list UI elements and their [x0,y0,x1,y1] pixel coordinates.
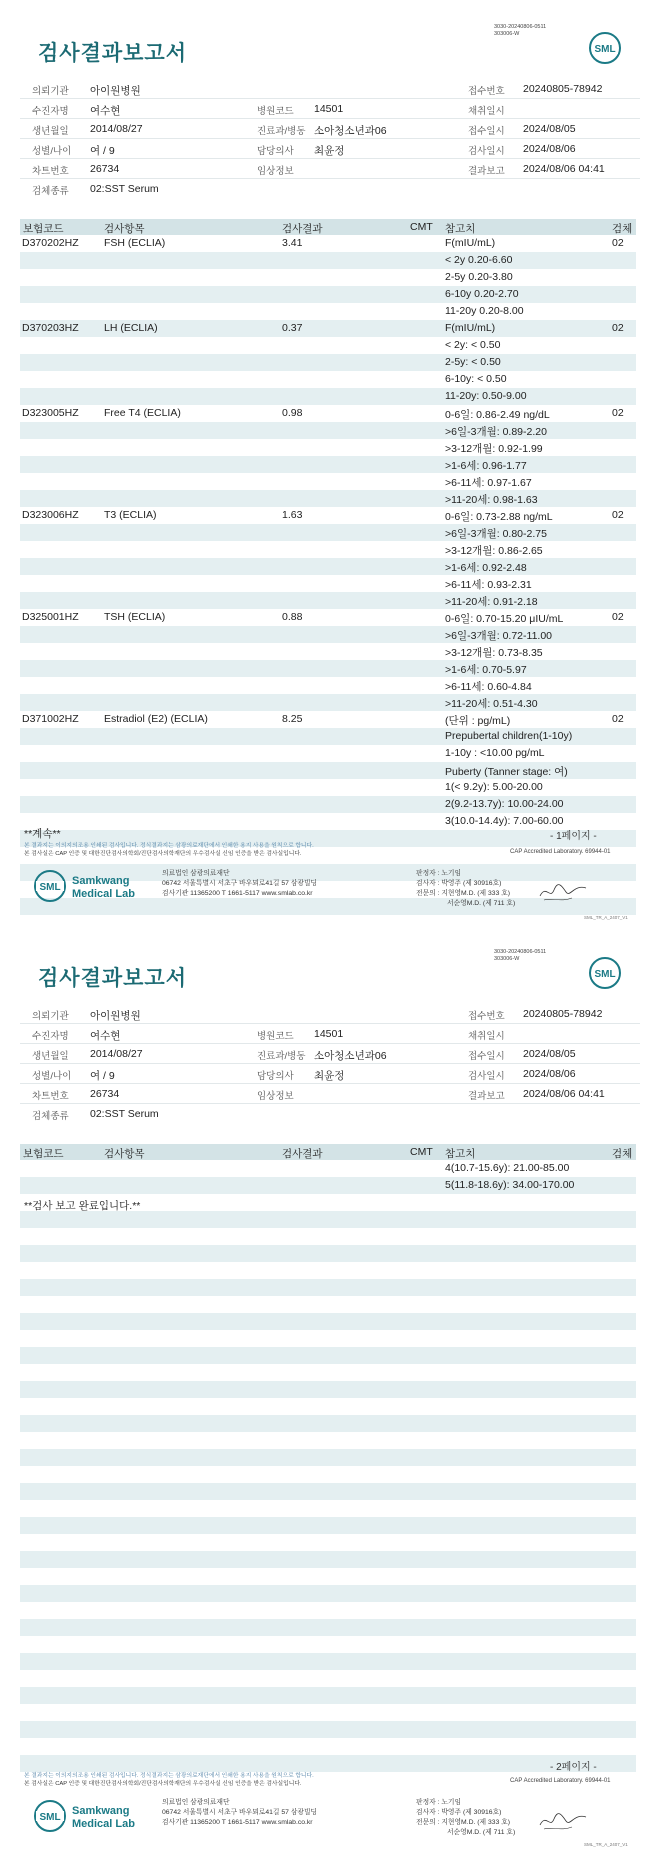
info-row-1-p2 [20,1004,640,1024]
col-cmt-p2: CMT [410,1146,433,1158]
test-result: 8.25 [282,713,303,725]
doc-line2-p2: 검사자 : 박영주 (제 30916호) [416,1809,502,1816]
col-code-p2: 보험코드 [23,1148,64,1160]
svg-text:Medical Lab: Medical Lab [72,888,135,900]
test-name: FSH (ECLIA) [104,237,166,249]
ref-line: >1-6세: 0.96-1.77 [445,460,527,472]
cap-accreditation: CAP Accredited Laboratory. 69944-01 [510,849,611,855]
clinical-label-p2: 임상정보 [257,1091,294,1102]
footer-notice-1-p2: 본 결과지는 이의지의조용 인쇄된 검사입니다. 정식결과지는 삼광의료재단에서 인쇄한 용지 사용을 원칙으로 합니다. [24,1773,314,1779]
test-name: Estradiol (E2) (ECLIA) [104,713,208,725]
ref-line: F(mIU/mL) [445,237,496,249]
test-date-value: 2024/08/06 [523,143,576,155]
ref-line: >11-20세: 0.98-1.63 [445,494,538,506]
ref-line: >11-20세: 0.91-2.18 [445,596,538,608]
info-row-3-p2 [20,1044,640,1064]
sml-logo-p2 [588,956,622,990]
doctor-label-p2: 담당의사 [257,1071,294,1082]
institution-value-p2: 아이원병원 [90,1010,141,1022]
ref-line: 11-20y: 0.50-9.00 [445,390,527,402]
ref-line: >3-12개월: 0.73-8.35 [445,647,543,659]
receipt-date-value-p2: 2024/08/05 [523,1048,576,1060]
test-date-value-p2: 2024/08/06 [523,1068,576,1080]
ref-line: < 2y: < 0.50 [445,339,501,351]
results-table-header [20,219,636,235]
report-date-value: 2024/08/06 04:41 [523,163,605,175]
footer-notice-2-p2: 본 검사실은 CAP 인증 및 대한진단검사의학회/진단검사의학재단의 우수검사실 신임 인증을 받은 검사실입니다. [24,1781,302,1787]
ref-line: Puberty (Tanner stage: 여) [445,766,568,778]
chart-value: 26734 [90,163,120,175]
ref-line: >1-6세: 0.92-2.48 [445,562,527,574]
ref-line: 6-10y 0.20-2.70 [445,288,519,300]
ref-line: 1-10y : <10.00 pg/mL [445,747,545,759]
ref-line: 0-6일: 0.86-2.49 ng/dL [445,409,550,421]
dob-value: 2014/08/27 [90,123,143,135]
ref-line: 1(< 9.2y): 5.00-20.00 [445,781,543,793]
dob-label-p2: 생년월일 [32,1051,69,1062]
chart-value-p2: 26734 [90,1088,120,1100]
ref-line: >1-6세: 0.70-5.97 [445,664,527,676]
doc-line3-p2: 전문의 : 지현영M.D. (제 333 호) [416,1819,511,1826]
doctor-value-p2: 최윤정 [314,1070,345,1082]
footer-address-p2 [162,1798,317,1828]
test-result: 1.63 [282,509,303,521]
test-specimen: 02 [612,611,624,623]
institution-label: 의뢰기관 [32,86,69,97]
receipt-date-label-p2: 접수일시 [468,1051,505,1062]
doc-line4-p2: 서순영M.D. (제 711 호) [447,1829,516,1836]
signature-image [538,878,588,904]
cap-accreditation-p2: CAP Accredited Laboratory. 69944-01 [510,1778,611,1784]
test-specimen: 02 [612,509,624,521]
report-date-label-p2: 결과보고 [468,1091,505,1102]
form-version: SML_TR_A_2407_V1 [584,915,628,920]
ref-line: >11-20세: 0.51-4.30 [445,698,538,710]
test-date-label-p2: 검사일시 [468,1071,505,1082]
doctor-value: 최윤정 [314,145,345,157]
report-title: 검사결과보고서 [38,42,188,65]
institution-value: 아이원병원 [90,85,141,97]
ref-line: 11-20y 0.20-8.00 [445,305,524,317]
test-specimen: 02 [612,237,624,249]
ref-line: 2-5y 0.20-3.80 [445,271,513,283]
ref-line: 0-6일: 0.73-2.88 ng/mL [445,511,553,523]
ref-line: >6-11세: 0.93-2.31 [445,579,532,591]
test-code: D371002HZ [22,713,79,725]
doc-code-line2: 303006-W [494,31,520,37]
test-result: 0.98 [282,407,303,419]
ref-line: 6-10y: < 0.50 [445,373,507,385]
svg-text:Samkwang: Samkwang [72,1805,130,1817]
test-result: 3.41 [282,237,303,249]
page-number-1: - 1페이지 - [550,831,597,842]
specimen-label: 검체종류 [32,186,69,197]
dept-label: 진료과/병동 [257,126,306,137]
info-row-2 [20,99,640,119]
footer-address [162,869,317,899]
addr-line2-p2: 06742 서울특별시 서초구 바우뫼로41길 57 삼광빌딩 [162,1809,318,1816]
doc-line3: 전문의 : 지현영M.D. (제 333 호) [416,890,511,897]
test-code: D323005HZ [22,407,79,419]
addr-line1: 의료법인 삼광의료재단 [162,870,230,877]
addr-line3-p2: 검사기관 11365200 T 1661-5117 www.smlab.co.kr [162,1819,313,1826]
patient-value-p2: 여수현 [90,1030,121,1042]
test-name: LH (ECLIA) [104,322,158,334]
table-stripes-p2 [20,1177,636,1789]
receipt-date-value: 2024/08/05 [523,123,576,135]
institution-label-p2: 의뢰기관 [32,1011,69,1022]
test-specimen: 02 [612,322,624,334]
col-result-p2: 검사결과 [282,1148,323,1160]
ref-line: >6-11세: 0.60-4.84 [445,681,532,693]
ref-line: >3-12개월: 0.92-1.99 [445,443,543,455]
ref-line: Prepubertal children(1-10y) [445,730,573,742]
doc-code-line1-p2: 3030-20240806-0511 [494,949,547,955]
continued-text: **계속** [24,828,61,840]
ref-line: >3-12개월: 0.86-2.65 [445,545,543,557]
doc-code-p2 [494,949,546,963]
dept-value-p2: 소아청소년과06 [314,1050,387,1062]
footer-doctors [416,869,515,909]
ref-line: >6일-3개월: 0.80-2.75 [445,528,547,540]
col-item-p2: 검사항목 [104,1148,145,1160]
report-title-p2: 검사결과보고서 [38,967,188,990]
ref-line: >6일-3개월: 0.72-11.00 [445,630,552,642]
test-specimen: 02 [612,407,624,419]
info-row-3 [20,119,640,139]
test-specimen: 02 [612,713,624,725]
ref-line: 5(11.8-18.6y): 34.00-170.00 [445,1179,575,1191]
col-specimen: 검체 [612,223,633,235]
results-table-header-p2 [20,1144,636,1160]
info-row-4-p2 [20,1064,640,1084]
dept-value: 소아청소년과06 [314,125,387,137]
test-code: D370202HZ [22,237,79,249]
test-date-label: 검사일시 [468,146,505,157]
svg-text:SML: SML [39,882,61,893]
page-number-2: - 2페이지 - [550,1762,597,1773]
footer-doctors-p2 [416,1798,515,1838]
info-row-5-p2 [20,1084,640,1104]
col-code: 보험코드 [23,223,64,235]
report-date-label: 결과보고 [468,166,505,177]
doc-line1: 판정자 : 노기임 [416,870,462,877]
info-row-5 [20,159,640,179]
chart-label: 차트번호 [32,166,69,177]
receipt-no-label-p2: 접수번호 [468,1011,505,1022]
col-item: 검사항목 [104,223,145,235]
doc-code [494,24,546,38]
col-result: 검사결과 [282,223,323,235]
info-row-4 [20,139,640,159]
col-ref-p2: 참고치 [445,1148,476,1160]
completed-text: **검사 보고 완료입니다.** [24,1200,141,1212]
doc-line1-p2: 판정자 : 노기임 [416,1799,462,1806]
svg-text:SML: SML [39,1812,61,1823]
sex-age-value: 여 / 9 [90,145,115,157]
chart-label-p2: 차트번호 [32,1091,69,1102]
col-cmt: CMT [410,221,433,233]
col-specimen-p2: 검체 [612,1148,633,1160]
form-version-p2: SML_TR_A_2407_V1 [584,1842,628,1847]
info-row-6 [20,179,640,199]
svg-text:Samkwang: Samkwang [72,875,130,887]
report-date-value-p2: 2024/08/06 04:41 [523,1088,605,1100]
samkwang-logo [34,864,158,908]
info-row-2-p2 [20,1024,640,1044]
patient-label: 수진자명 [32,106,69,117]
dept-label-p2: 진료과/병동 [257,1051,306,1062]
receipt-date-label: 접수일시 [468,126,505,137]
test-code: D325001HZ [22,611,79,623]
signature-image-p2 [538,1807,588,1833]
test-code: D370203HZ [22,322,79,334]
doc-line2: 검사자 : 박영주 (제 30916호) [416,880,502,887]
ref-line: (단위 : pg/mL) [445,715,511,727]
samkwang-logo-p2 [34,1794,158,1838]
ref-line: < 2y 0.20-6.60 [445,254,513,266]
ref-line: 2(9.2-13.7y): 10.00-24.00 [445,798,564,810]
footer-notice-2: 본 검사실은 CAP 인증 및 대한진단검사의학회/진단검사의학재단의 우수검사실 신임 인증을 받은 검사실입니다. [24,851,302,857]
receipt-no-value: 20240805-78942 [523,83,603,95]
sex-age-label: 성별/나이 [32,146,72,157]
svg-text:Medical Lab: Medical Lab [72,1818,135,1830]
specimen-label-p2: 검체종류 [32,1111,69,1122]
info-row-1 [20,79,640,99]
addr-line3: 검사기관 11365200 T 1661-5117 www.smlab.co.kr [162,890,313,897]
test-result: 0.88 [282,611,303,623]
addr-line1-p2: 의료법인 삼광의료재단 [162,1799,230,1806]
specimen-value: 02:SST Serum [90,183,159,195]
report-page-2 [0,925,655,1850]
addr-line2: 06742 서울특별시 서초구 바우뫼로41길 57 삼광빌딩 [162,880,318,887]
col-ref: 참고치 [445,223,476,235]
dob-label: 생년월일 [32,126,69,137]
test-name: Free T4 (ECLIA) [104,407,181,419]
dob-value-p2: 2014/08/27 [90,1048,143,1060]
info-row-6-p2 [20,1104,640,1124]
doc-code-line1: 3030-20240806-0511 [494,24,547,30]
hospital-code-value: 14501 [314,103,344,115]
test-code: D323006HZ [22,509,79,521]
specimen-value-p2: 02:SST Serum [90,1108,159,1120]
test-name: T3 (ECLIA) [104,509,157,521]
doc-code-line2-p2: 303006-W [494,956,520,962]
patient-value: 여수현 [90,105,121,117]
logo-text: SML [594,44,616,55]
ref-line: 0-6일: 0.70-15.20 μIU/mL [445,613,564,625]
hospital-code-label: 병원코드 [257,106,294,117]
doctor-label: 담당의사 [257,146,294,157]
hospital-code-label-p2: 병원코드 [257,1031,294,1042]
ref-line: 3(10.0-14.4y): 7.00-60.00 [445,815,564,827]
hospital-code-value-p2: 14501 [314,1028,344,1040]
collect-label: 채취일시 [468,106,505,117]
sex-age-label-p2: 성별/나이 [32,1071,72,1082]
ref-line: F(mIU/mL) [445,322,496,334]
ref-line: 2-5y: < 0.50 [445,356,501,368]
test-name: TSH (ECLIA) [104,611,166,623]
ref-line: 4(10.7-15.6y): 21.00-85.00 [445,1162,570,1174]
patient-label-p2: 수진자명 [32,1031,69,1042]
footer-notice-1: 본 결과지는 이의지의조용 인쇄된 검사입니다. 정식결과지는 삼광의료재단에서 인쇄한 용지 사용을 원칙으로 합니다. [24,843,314,849]
collect-label-p2: 채취일시 [468,1031,505,1042]
sex-age-value-p2: 여 / 9 [90,1070,115,1082]
svg-text:SML: SML [594,969,616,980]
ref-line: >6-11세: 0.97-1.67 [445,477,532,489]
receipt-no-label: 접수번호 [468,86,505,97]
doc-line4: 서순영M.D. (제 711 호) [447,900,516,907]
clinical-label: 임상정보 [257,166,294,177]
sml-logo [588,31,622,65]
receipt-no-value-p2: 20240805-78942 [523,1008,603,1020]
ref-line: >6일-3개월: 0.89-2.20 [445,426,547,438]
test-result: 0.37 [282,322,303,334]
